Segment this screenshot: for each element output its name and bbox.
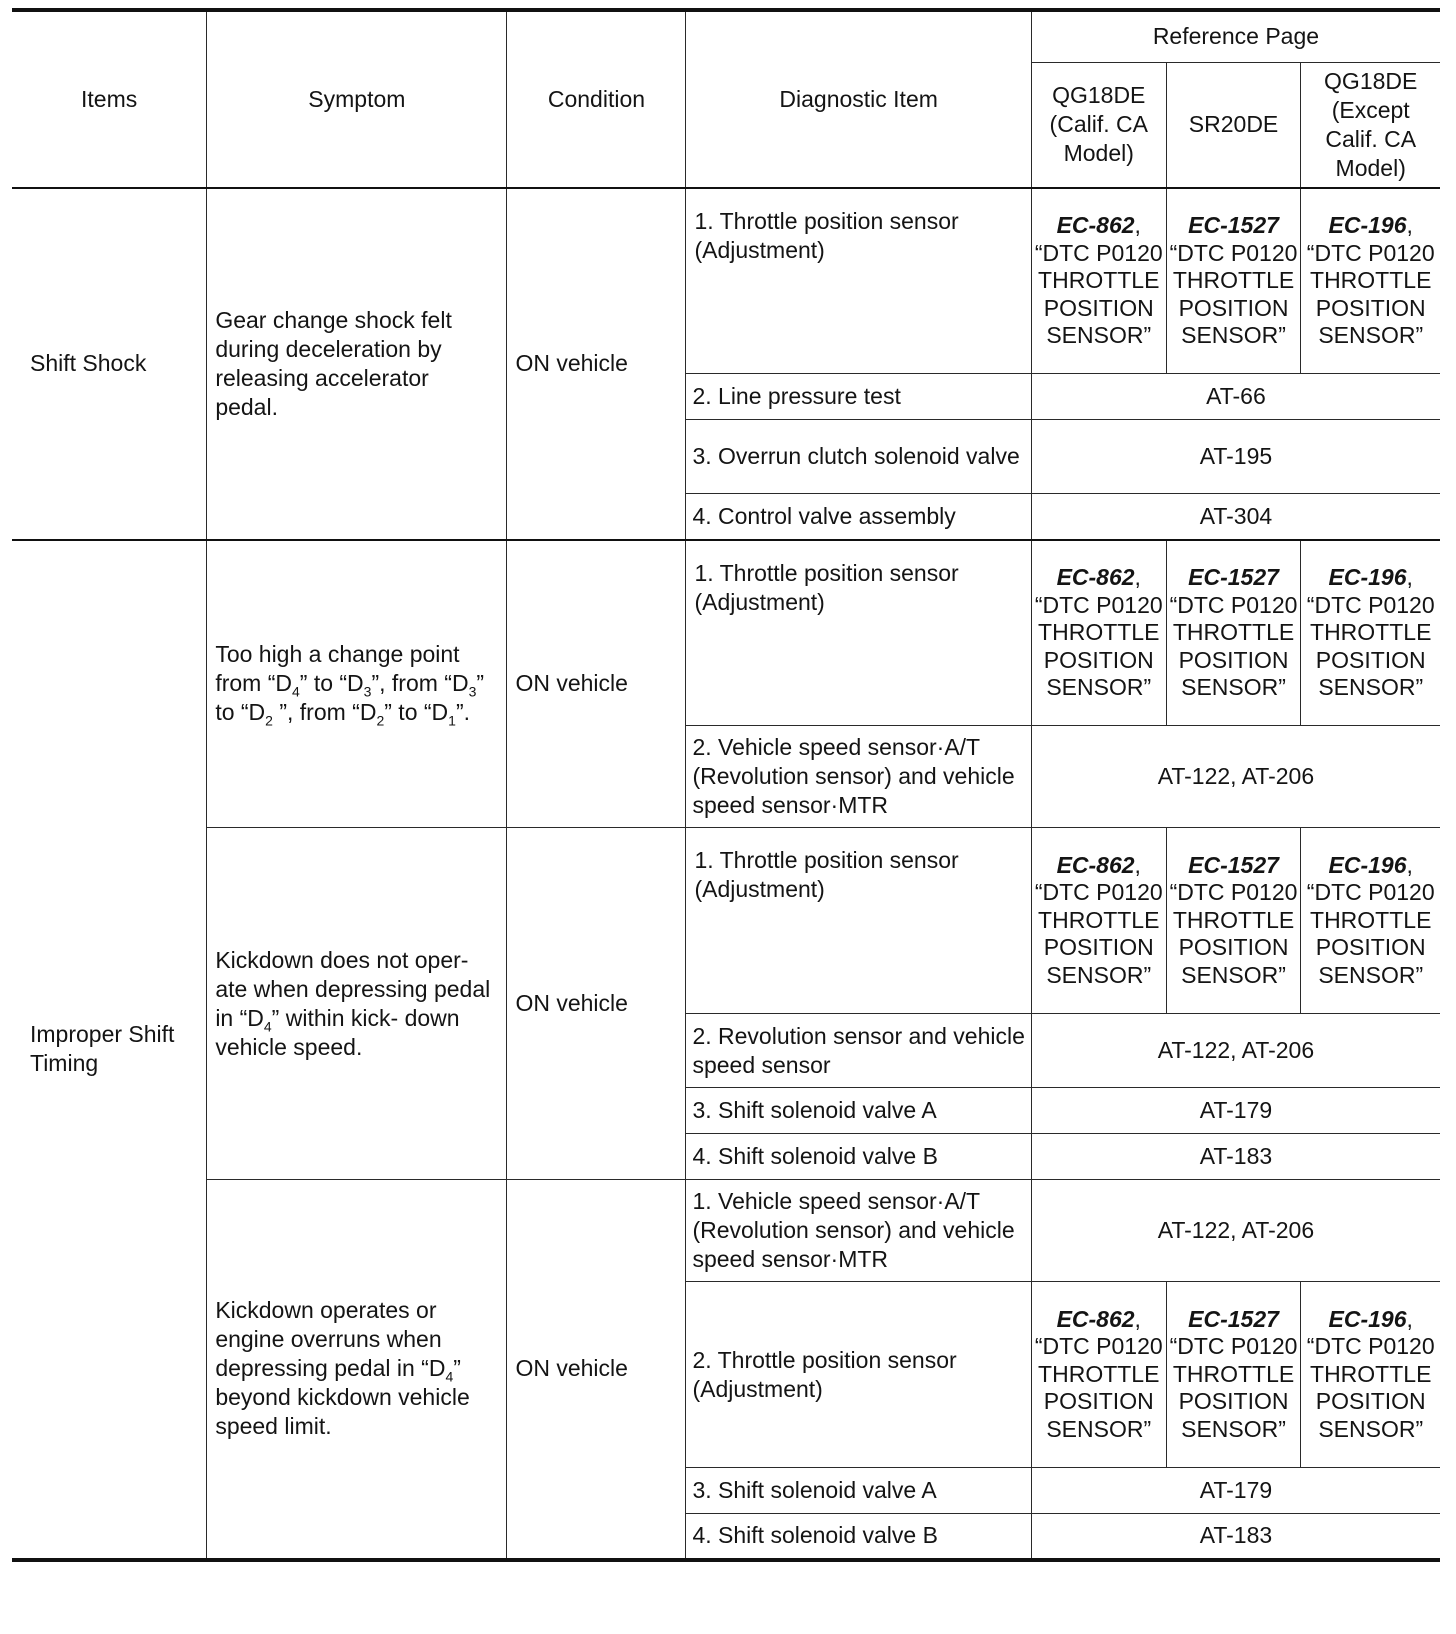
ec-code-suffix: , <box>1406 1305 1413 1332</box>
dtc-text: “DTC P0120 THROTTLE POSITION SENSOR” <box>1034 239 1163 348</box>
header-engine-sr20de: SR20DE <box>1166 62 1301 188</box>
dtc-text: “DTC P0120 THROTTLE POSITION SENSOR” <box>1306 1333 1435 1442</box>
dtc-text: “DTC P0120 THROTTLE POSITION SENSOR” <box>1169 239 1298 348</box>
reference-cell: AT-183 <box>1031 1134 1440 1180</box>
reference-cell <box>1166 188 1301 374</box>
reference-cell: AT-122, AT-206 <box>1031 1180 1440 1282</box>
ec-code-suffix: , <box>1134 851 1141 878</box>
ec-code: EC-1527 <box>1188 564 1279 590</box>
diagnostic-item: 4. Shift solenoid valve B <box>686 1134 1031 1180</box>
header-engine-qg18de-except: QG18DE (Except Calif. CA Model) <box>1301 62 1440 188</box>
reference-cell: AT-66 <box>1031 374 1440 420</box>
reference-cell: AT-122, AT-206 <box>1031 726 1440 828</box>
dtc-text: “DTC P0120 THROTTLE POSITION SENSOR” <box>1034 1333 1163 1442</box>
header-engine-qg18de-calif: QG18DE (Calif. CA Model) <box>1031 62 1166 188</box>
ec-code: EC-196 <box>1328 1305 1407 1332</box>
ec-code: EC-862 <box>1056 212 1135 238</box>
ec-code: EC-196 <box>1328 564 1407 590</box>
diagnostic-item-text: 1. Throttle position sensor (Adjustment) <box>694 559 959 615</box>
dtc-text: “DTC P0120 THROTTLE POSITION SENSOR” <box>1306 591 1435 700</box>
ec-code-suffix: , <box>1134 1305 1141 1332</box>
ec-code: EC-1527 <box>1188 1305 1279 1332</box>
condition-cell: ON vehicle <box>507 828 686 1180</box>
ec-code: EC-862 <box>1056 851 1135 878</box>
dtc-text: “DTC P0120 THROTTLE POSITION SENSOR” <box>1169 1333 1298 1442</box>
reference-cell <box>1166 540 1301 726</box>
item-shift-shock: Shift Shock <box>12 188 207 540</box>
diagnostic-item: 3. Shift solenoid valve A <box>686 1468 1031 1514</box>
header-reference-page: Reference Page <box>1031 10 1440 62</box>
reference-cell <box>1031 1282 1166 1468</box>
diagnostic-table-page <box>12 8 1440 1562</box>
reference-cell: AT-304 <box>1031 494 1440 540</box>
ec-code: EC-196 <box>1328 212 1407 238</box>
ec-code: EC-1527 <box>1188 212 1279 238</box>
condition-cell: ON vehicle <box>507 1180 686 1560</box>
condition-cell: ON vehicle <box>507 188 686 540</box>
dtc-text: “DTC P0120 THROTTLE POSITION SENSOR” <box>1306 239 1435 348</box>
header-items: Items <box>12 10 207 188</box>
dtc-text: “DTC P0120 THROTTLE POSITION SENSOR” <box>1034 879 1163 988</box>
reference-cell <box>1166 828 1301 1014</box>
diagnostic-item <box>686 188 1031 374</box>
ec-code-suffix: , <box>1134 564 1141 590</box>
header-diagnostic-item: Diagnostic Item <box>686 10 1031 188</box>
dtc-text: “DTC P0120 THROTTLE POSITION SENSOR” <box>1306 879 1435 988</box>
reference-cell <box>1166 1282 1301 1468</box>
reference-cell <box>1301 540 1440 726</box>
ec-code-suffix: , <box>1134 212 1141 238</box>
ec-code-suffix: , <box>1406 212 1413 238</box>
reference-cell <box>1301 1282 1440 1468</box>
dtc-text: “DTC P0120 THROTTLE POSITION SENSOR” <box>1034 591 1163 700</box>
symptom-cell: Kickdown does not oper- ate when depressing pedal in “$D_4$” within kick- down vehicle speed. <box>207 828 507 1180</box>
diagnostic-item-text: 1. Throttle position sensor (Adjustment) <box>694 207 959 263</box>
item-improper-shift-timing: Improper Shift Timing <box>12 540 207 1560</box>
reference-cell <box>1031 828 1166 1014</box>
reference-cell: AT-122, AT-206 <box>1031 1014 1440 1088</box>
reference-cell: AT-179 <box>1031 1088 1440 1134</box>
ec-code: EC-1527 <box>1188 851 1279 878</box>
reference-cell <box>1031 188 1166 374</box>
header-condition: Condition <box>507 10 686 188</box>
diagnostic-item: 3. Overrun clutch solenoid valve <box>686 420 1031 494</box>
header-symptom: Symptom <box>207 10 507 188</box>
dtc-text: “DTC P0120 THROTTLE POSITION SENSOR” <box>1169 591 1298 700</box>
reference-cell <box>1031 540 1166 726</box>
symptom-cell: Too high a change point from “$D_4$” to “$D_3$”, from “$D_3$” to “$D_2$ ”, from “$D_2$” to “$D_1$”. <box>207 540 507 828</box>
ec-code: EC-862 <box>1056 1305 1135 1332</box>
diagnostic-item: 3. Shift solenoid valve A <box>686 1088 1031 1134</box>
symptom-cell: Gear change shock felt during deceleration by releasing accelerator pedal. <box>207 188 507 540</box>
diagnostic-item: 2. Throttle position sensor (Adjustment) <box>686 1282 1031 1468</box>
diagnostic-item: 4. Shift solenoid valve B <box>686 1514 1031 1560</box>
condition-cell: ON vehicle <box>507 540 686 828</box>
diagnostic-item: 2. Revolution sensor and vehicle speed sensor <box>686 1014 1031 1088</box>
diagnostic-item-text: 1. Throttle position sensor (Adjustment) <box>694 847 959 902</box>
dtc-text: “DTC P0120 THROTTLE POSITION SENSOR” <box>1169 879 1298 988</box>
reference-cell: AT-179 <box>1031 1468 1440 1514</box>
diagnostic-item <box>686 540 1031 726</box>
ec-code-suffix: , <box>1406 851 1413 878</box>
ec-code-suffix: , <box>1406 564 1413 590</box>
reference-cell: AT-183 <box>1031 1514 1440 1560</box>
diagnostic-item: 1. Vehicle speed sensor·A/T (Revolution sensor) and vehicle speed sensor·MTR <box>686 1180 1031 1282</box>
reference-cell <box>1301 188 1440 374</box>
diagnostic-item <box>686 828 1031 1014</box>
diagnostic-item: 4. Control valve assembly <box>686 494 1031 540</box>
symptom-cell: Kickdown operates or engine overruns when depressing pedal in “$D_4$” beyond kickdown vehicle speed limit. <box>207 1180 507 1560</box>
diagnostic-table <box>12 8 1440 1562</box>
diagnostic-item: 2. Vehicle speed sensor·A/T (Revolution sensor) and vehicle speed sensor·MTR <box>686 726 1031 828</box>
diagnostic-item: 2. Line pressure test <box>686 374 1031 420</box>
reference-cell <box>1301 828 1440 1014</box>
ec-code: EC-862 <box>1056 564 1135 590</box>
ec-code: EC-196 <box>1328 851 1407 878</box>
reference-cell: AT-195 <box>1031 420 1440 494</box>
